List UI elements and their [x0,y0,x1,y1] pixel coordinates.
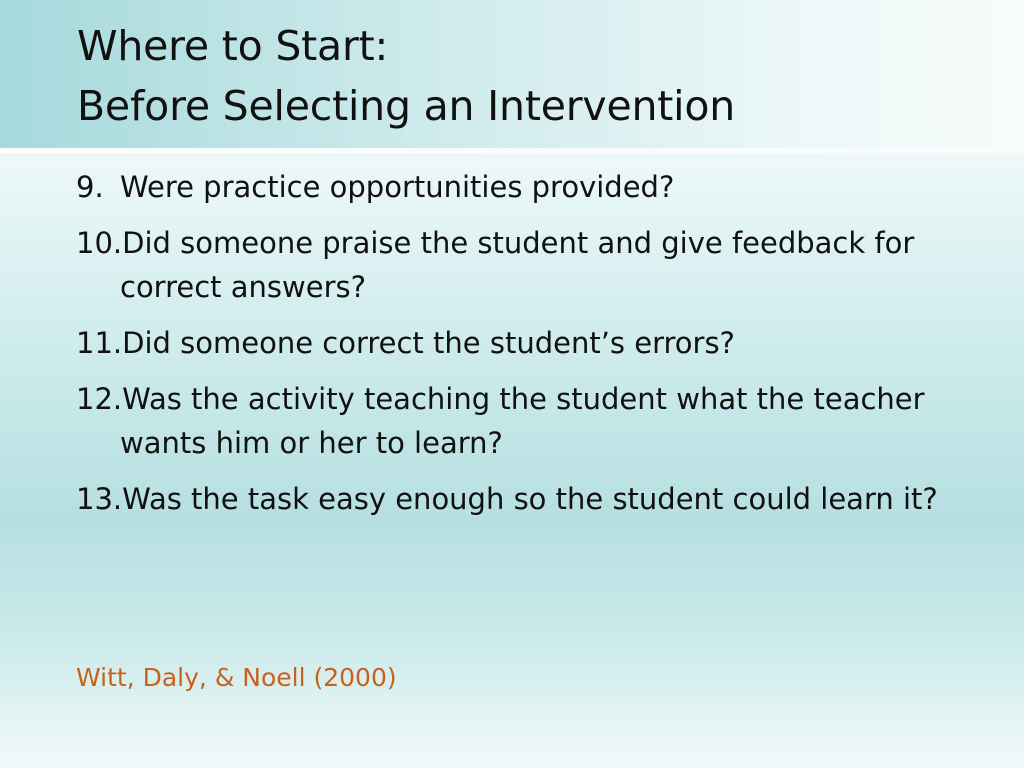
slide-title-line-1: Where to Start: [77,22,389,70]
citation: Witt, Daly, & Noell (2000) [76,663,397,692]
list-item [76,477,956,521]
list-item [76,165,956,209]
list-item-text: Were practice opportunities provided? [120,170,675,204]
list-item [76,321,956,365]
slide-title [77,16,735,136]
list-item-number: 12. [76,382,123,416]
question-list [76,165,956,533]
list-item-number: 13. [76,482,123,516]
list-item-text: Did someone correct the student’s errors? [122,326,735,360]
list-item [76,377,956,465]
slide-title-line-2: Before Selecting an Intervention [77,82,735,130]
list-item-number: 9. [76,170,104,204]
list-item-text: Was the task easy enough so the student could learn it? [122,482,938,516]
list-item-text: Did someone praise the student and give feedback for correct answers? [120,226,915,304]
list-item [76,221,956,309]
list-item-number: 10. [76,226,123,260]
list-item-text: Was the activity teaching the student what the teacher wants him or her to learn? [120,382,925,460]
list-item-number: 11. [76,326,123,360]
